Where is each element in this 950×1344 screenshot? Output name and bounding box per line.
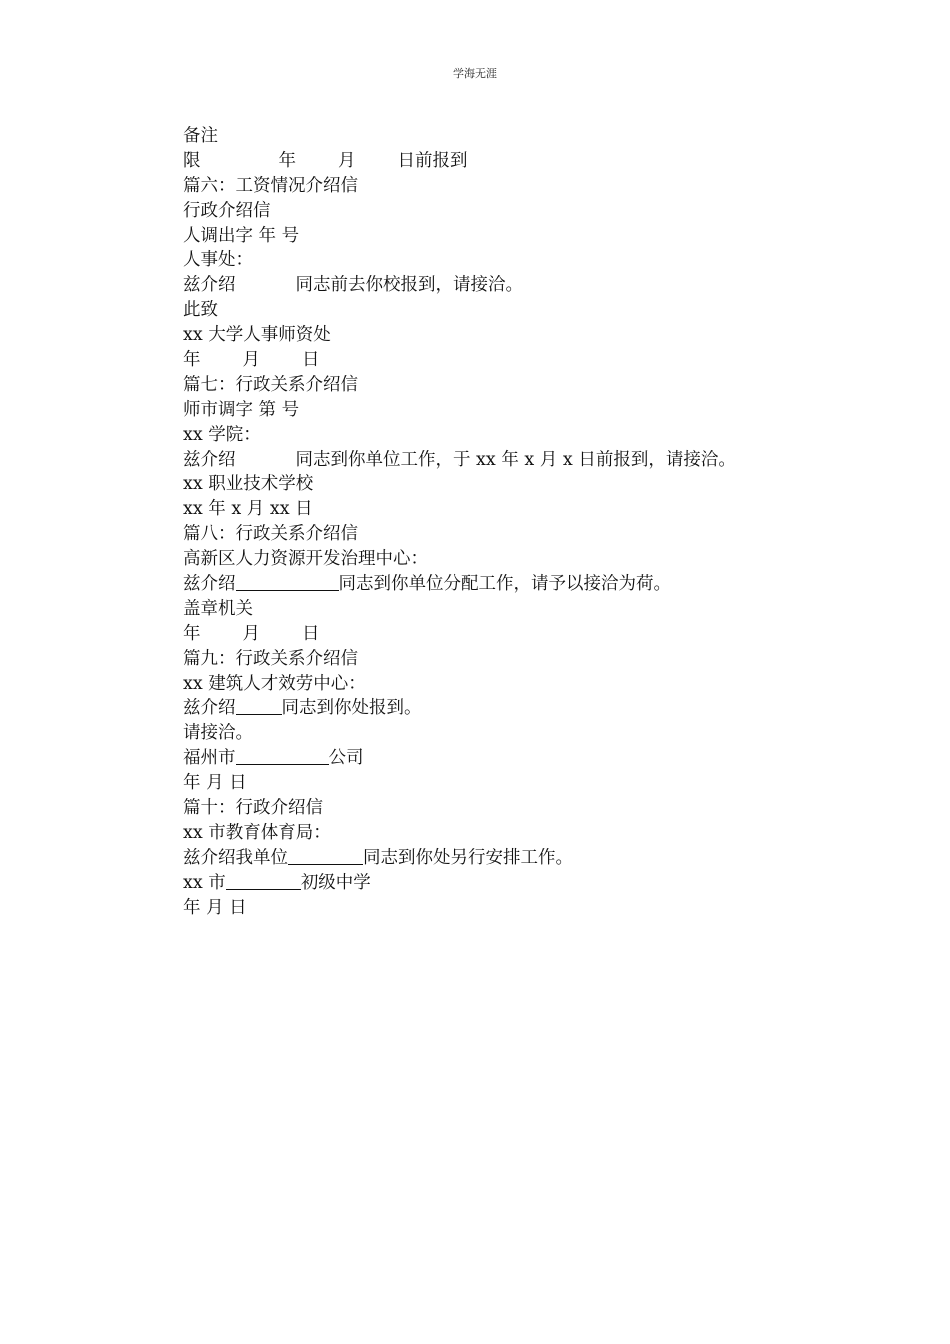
text-fragment: 年 [183,350,201,371]
text-fragment: 日 [302,623,320,644]
text-fragment: 同志到你处另行安排工作。 [363,847,573,868]
text-fragment: 年 [183,623,201,644]
text-line: 此致 [183,300,218,321]
text-line: 师市调字 第 号 [183,399,300,420]
text-fragment: 兹介绍 [183,698,236,719]
text-line: xx 职业技术学校 [183,474,314,495]
text-line: xx 大学人事师资处 [183,325,331,346]
text-fragment: 月 [242,623,260,644]
text-line: 人事处： [183,250,253,271]
section-heading: 篇六：工资情况介绍信 [183,175,358,196]
text-remark: 备注 [183,126,218,146]
date-line: 年 月 日 [183,897,247,918]
document-body [183,124,803,921]
text-fragment: 同志到你单位分配工作，请予以接洽为荷。 [338,574,671,595]
text-line: 请接洽。 [183,723,253,744]
date-line: 年 月 日 [183,773,247,794]
section-heading: 篇九：行政关系介绍信 [183,648,358,669]
text-line: 人调出字 年 号 [183,225,300,246]
text-fragment: xx 市 [183,872,226,893]
text-line [183,846,803,871]
text-fragment: 兹介绍 [183,275,236,296]
text-fragment: 同志到你单位工作，于 xx 年 x 月 x 日前报到，请接洽。 [295,449,736,470]
text-fragment: 年 [278,150,296,171]
text-fragment: 公司 [328,748,364,769]
fill-blank [236,748,329,765]
text-line [183,448,803,473]
fill-blank [236,698,282,715]
text-fragment: 兹介绍 [183,574,236,595]
section-heading: 篇十：行政介绍信 [183,798,323,819]
text-line: xx 市教育体育局： [183,822,331,843]
text-fragment: 福州市 [183,748,236,769]
text-line: 盖章机关 [183,598,253,619]
text-line [183,149,803,174]
date-line: xx 年 x 月 xx 日 [183,499,313,520]
text-fragment: 日 [302,350,320,371]
text-fragment: 兹介绍我单位 [183,847,288,868]
section-heading: 篇七：行政关系介绍信 [183,374,358,395]
page-header: 学海无涯 [453,67,497,80]
text-line: 高新区人力资源开发治理中心： [183,549,428,570]
fill-blank [226,873,301,890]
text-line [183,696,803,721]
fill-blank [236,574,339,591]
text-fragment: 限 [183,150,201,171]
text-line: xx 建筑人才效劳中心： [183,673,366,694]
date-line [183,348,803,373]
text-fragment: 月 [242,350,260,371]
text-fragment: 月 [338,150,356,171]
text-line: 行政介绍信 [183,200,271,221]
fill-blank [288,848,363,865]
date-line [183,622,803,647]
text-line [183,273,803,298]
text-fragment: 日前报到 [397,150,468,171]
text-fragment: 同志前去你校报到，请接洽。 [295,275,523,296]
section-heading: 篇八：行政关系介绍信 [183,524,358,545]
text-line [183,572,803,597]
text-line [183,124,803,149]
text-line: xx 学院： [183,424,261,445]
text-fragment: 初级中学 [300,872,371,893]
text-line [183,871,803,896]
text-fragment: 同志到你处报到。 [281,698,422,719]
text-fragment: 兹介绍 [183,449,236,470]
text-line [183,746,803,771]
